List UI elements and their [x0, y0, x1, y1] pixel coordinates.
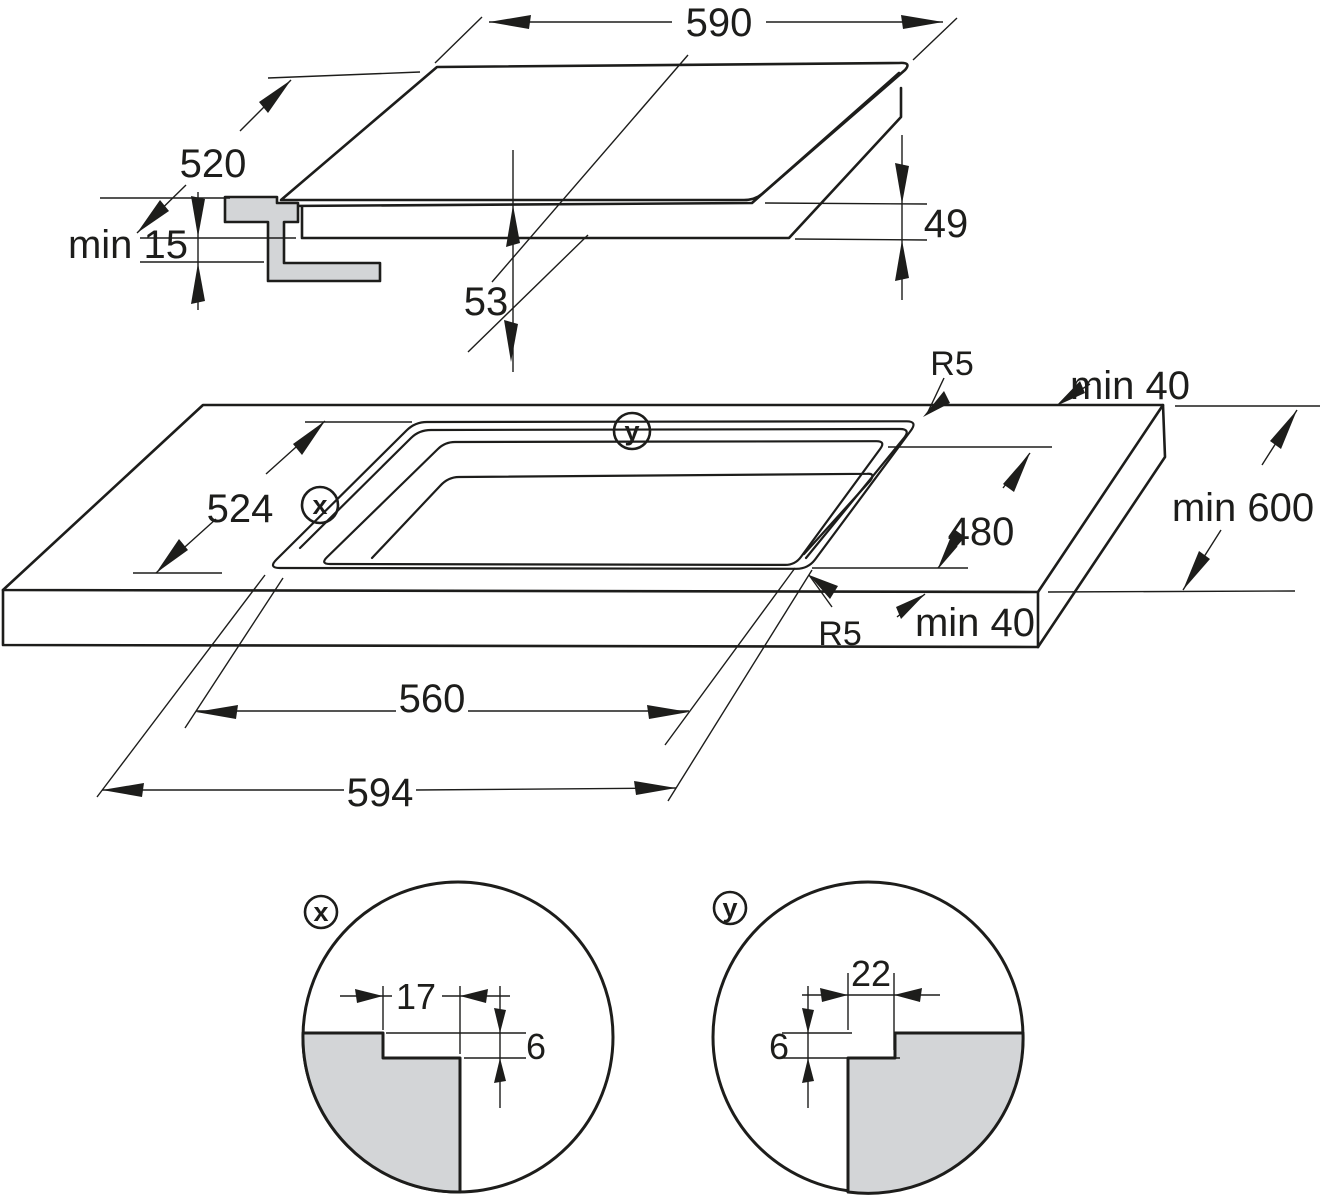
radius-r5-bottom-label: R5: [818, 615, 862, 653]
arrow-down-icon: [191, 196, 205, 237]
dim-520-label: 520: [179, 142, 247, 186]
arrow-left-icon: [102, 783, 144, 797]
cutout-inner-wall-edge: [372, 474, 872, 558]
dim-49-label: 49: [923, 202, 969, 246]
arrow-down-icon: [494, 1008, 506, 1033]
arrow-down-icon: [504, 320, 518, 362]
dim-min40-front-label: min 40: [914, 601, 1036, 645]
dim-524: [133, 421, 412, 573]
detail-x-tag-label: x: [313, 897, 329, 927]
dim-524-label: 524: [206, 487, 274, 531]
arrow-right-icon: [634, 781, 676, 795]
arrow-up-icon: [895, 240, 909, 281]
detail-x-17-label: 17: [395, 976, 437, 1017]
detail-x-tag: [305, 896, 337, 928]
detail-y-material: [848, 1033, 1023, 1193]
cutout-rebate-rim: [273, 421, 914, 569]
arrow-down-left-icon: [1183, 551, 1210, 590]
dim-594-label: 594: [346, 771, 414, 815]
dim-49: [765, 135, 968, 300]
detail-y-circle: [713, 882, 1023, 1193]
hob-body-outline: [302, 88, 901, 238]
marker-x-label: x: [312, 490, 328, 520]
hob-glass-underside: [286, 73, 899, 206]
dim-590: [435, 1, 957, 63]
worktop-right-face: [1038, 405, 1165, 647]
detail-x-6-label: 6: [525, 1026, 547, 1067]
arrow-left-icon: [460, 989, 488, 1003]
arrow-down-icon: [802, 1008, 814, 1033]
dim-53-label: 53: [463, 280, 509, 324]
arrow-left-icon: [196, 705, 238, 719]
detail-y-22-label: 22: [850, 953, 892, 994]
detail-y-tag: [714, 892, 746, 924]
radius-r5-top-label: R5: [930, 345, 974, 383]
arrow-up-icon: [506, 205, 520, 247]
dim-min600-label: min 600: [1171, 486, 1315, 530]
arrow-right-icon: [820, 988, 848, 1002]
arrow-right-icon: [647, 705, 689, 719]
arrow-right-icon: [355, 989, 383, 1003]
detail-y-6-label: 6: [768, 1026, 790, 1067]
dim-min15-label: min 15: [67, 223, 189, 267]
marker-y-label: y: [624, 416, 640, 446]
radius-r5-bottom: [809, 575, 862, 653]
dim-480-label: 480: [947, 510, 1015, 554]
dim-min40-back: [1056, 364, 1190, 408]
cutout-inner-rim: [324, 441, 882, 565]
hob-glass-top: [281, 63, 907, 200]
worktop-cutout-view: [3, 345, 1320, 815]
arrow-up-icon: [802, 1058, 814, 1083]
detail-x-material: [303, 1033, 460, 1192]
dim-590-label: 590: [685, 1, 753, 45]
arrow-up-icon: [191, 263, 205, 304]
arrow-up-right-icon: [1270, 410, 1297, 449]
arrow-right-icon: [901, 15, 943, 29]
dim-min600: [1048, 406, 1320, 592]
arrow-up-right-icon: [293, 421, 325, 455]
arrow-left-icon: [894, 988, 922, 1002]
dim-560-label: 560: [398, 677, 466, 721]
dim-min40-front: [896, 594, 1035, 645]
detail-x-circle: [303, 882, 613, 1192]
arrow-up-icon: [494, 1058, 506, 1083]
worktop-front-face: [3, 590, 1038, 647]
arrow-left-icon: [489, 15, 531, 29]
arrow-up-right-icon: [1003, 453, 1030, 492]
dim-53: [464, 55, 688, 372]
marker-y-reference: [614, 413, 650, 449]
arrow-down-icon: [895, 163, 909, 204]
hob-perspective-view: [68, 1, 968, 372]
detail-y-tag-label: y: [722, 893, 738, 923]
dim-560: [185, 568, 795, 745]
dim-min40-back-label: min 40: [1069, 364, 1191, 408]
arrow-down-left-icon: [156, 539, 188, 573]
